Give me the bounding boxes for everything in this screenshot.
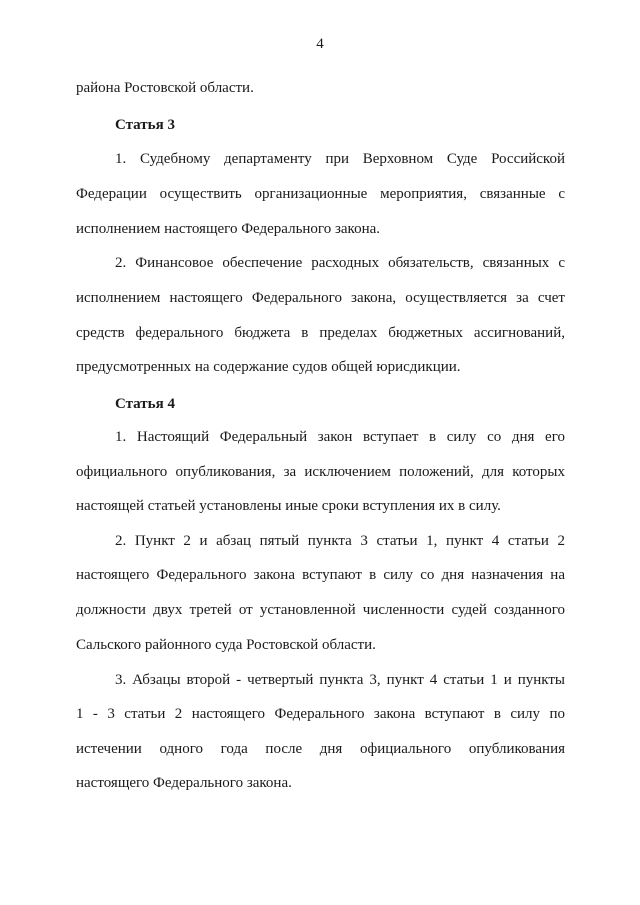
text-line: исполнением настоящего Федерального закона, осуществляется за счет <box>76 290 565 306</box>
text-line: 3. Абзацы второй - четвертый пункта 3, пункт 4 статьи 1 и пункты <box>115 672 565 688</box>
text-line: 2. Пункт 2 и абзац пятый пункта 3 статьи 1, пункт 4 статьи 2 <box>115 533 565 549</box>
text-line: 1. Настоящий Федеральный закон вступает в силу со дня его <box>115 429 565 445</box>
article-3-heading: Статья 3 <box>115 117 175 133</box>
text-line: настоящего Федерального закона. <box>76 775 292 791</box>
text-line: официального опубликования, за исключением положений, для которых <box>76 464 565 480</box>
text-line: Федерации осуществить организационные мероприятия, связанные с <box>76 186 565 202</box>
text-line: настоящего Федерального закона вступают в силу со дня назначения на <box>76 567 565 583</box>
text-line: предусмотренных на содержание судов общей юрисдикции. <box>76 359 461 375</box>
text-line: 2. Финансовое обеспечение расходных обязательств, связанных с <box>115 255 565 271</box>
text-line: Сальского районного суда Ростовской области. <box>76 637 376 653</box>
text-line: района Ростовской области. <box>76 80 254 96</box>
text-line: 1 - 3 статьи 2 настоящего Федерального закона вступают в силу по <box>76 706 565 722</box>
text-line: должности двух третей от установленной численности судей созданного <box>76 602 565 618</box>
text-line: настоящей статьей установлены иные сроки вступления их в силу. <box>76 498 501 514</box>
text-line: средств федерального бюджета в пределах бюджетных ассигнований, <box>76 325 565 341</box>
article-4-heading: Статья 4 <box>115 396 175 412</box>
page-number: 4 <box>316 36 324 52</box>
text-line: истечении одного года после дня официального опубликования <box>76 741 565 757</box>
text-line: 1. Судебному департаменту при Верховном Суде Российской <box>115 151 565 167</box>
text-line: исполнением настоящего Федерального закона. <box>76 221 381 237</box>
